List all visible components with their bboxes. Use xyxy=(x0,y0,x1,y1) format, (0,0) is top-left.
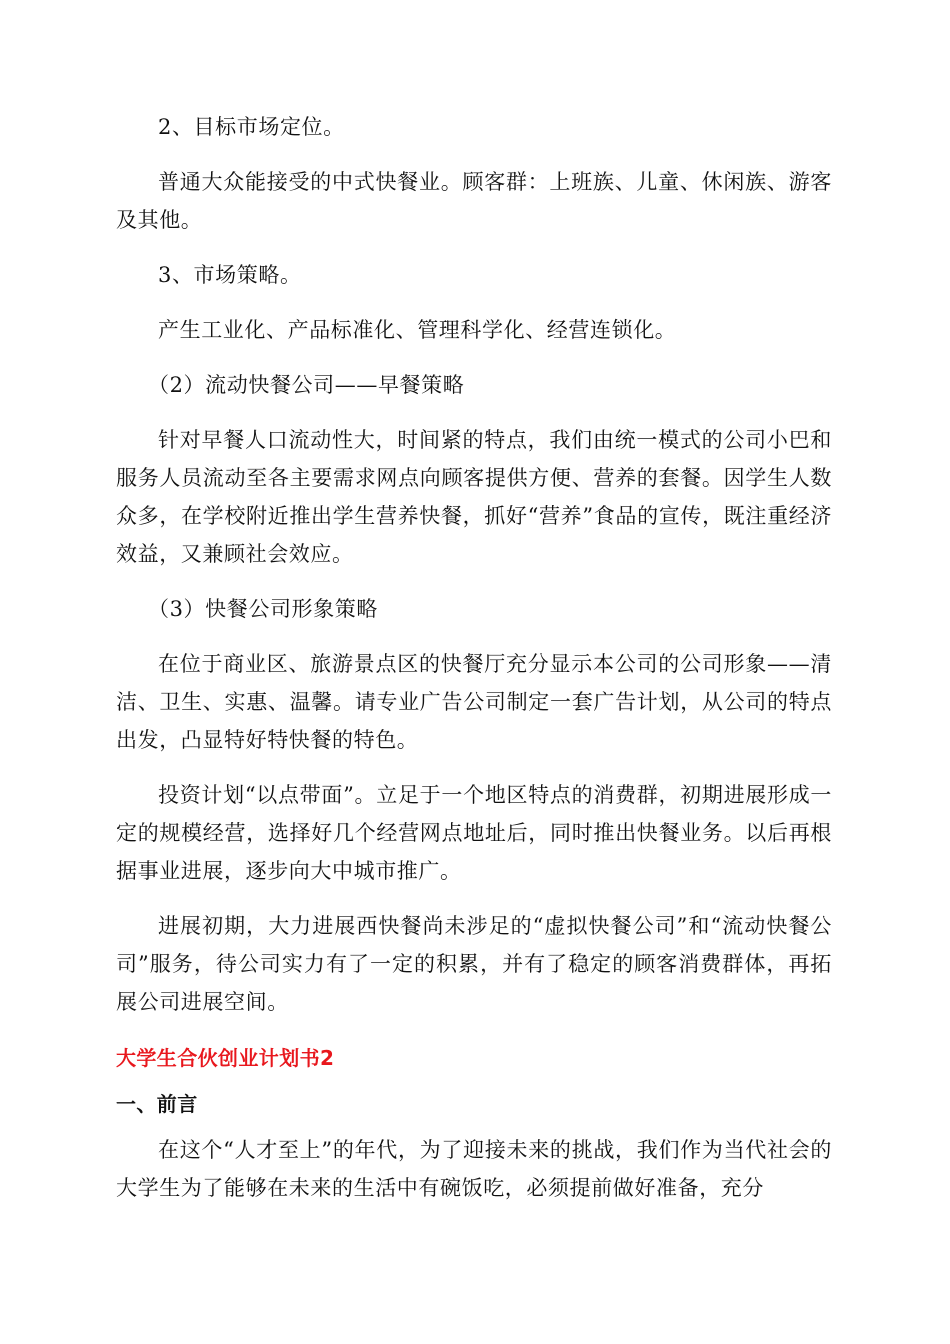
paragraph-preface: 在这个“人才至上”的年代，为了迎接未来的挑战，我们作为当代社会的大学生为了能够在未来的生活中有碗饭吃，必须提前做好准备，充分 xyxy=(116,1138,832,1200)
section-title: 大学生合伙创业计划书2 xyxy=(116,1046,335,1070)
subsection-title: 一、前言 xyxy=(116,1092,198,1116)
paragraph-investment-plan: 投资计划“以点带面”。立足于一个地区特点的消费群，初期进展形成一定的规模经营，选择好几个经营网点地址后，同时推出快餐业务。以后再根据事业进展，逐步向大中城市推广。 xyxy=(116,783,832,883)
paragraph-company-image: 在位于商业区、旅游景点区的快餐厅充分显示本公司的公司形象——清洁、卫生、实惠、温馨。请专业广告公司制定一套广告计划，从公司的特点出发，凸显特好特快餐的特色。 xyxy=(116,652,832,752)
paragraph-breakfast-strategy: 针对早餐人口流动性大，时间紧的特点，我们由统一模式的公司小巴和服务人员流动至各主要需求网点向顾客提供方便、营养的套餐。因学生人数众多，在学校附近推出学生营养快餐，抓好“营养”食品的宣传，既注重经济效益，又兼顾社会效应。 xyxy=(116,428,832,566)
subheading-mobile-fastfood: （2）流动快餐公司——早餐策略 xyxy=(148,373,465,397)
paragraph-market-strategy: 产生工业化、产品标准化、管理科学化、经营连锁化。 xyxy=(158,318,677,342)
paragraph-target-market: 普通大众能接受的中式快餐业。顾客群：上班族、儿童、休闲族、游客及其他。 xyxy=(116,170,832,232)
list-heading-market-strategy: 3、市场策略。 xyxy=(158,263,302,287)
document-body xyxy=(116,108,832,1224)
paragraph-early-development: 进展初期，大力进展西快餐尚未涉足的“虚拟快餐公司”和“流动快餐公司”服务，待公司实力有了一定的积累，并有了稳定的顾客消费群体，再拓展公司进展空间。 xyxy=(116,914,832,1014)
subheading-company-image: （3）快餐公司形象策略 xyxy=(148,597,378,621)
list-heading-target-market: 2、目标市场定位。 xyxy=(158,115,345,139)
